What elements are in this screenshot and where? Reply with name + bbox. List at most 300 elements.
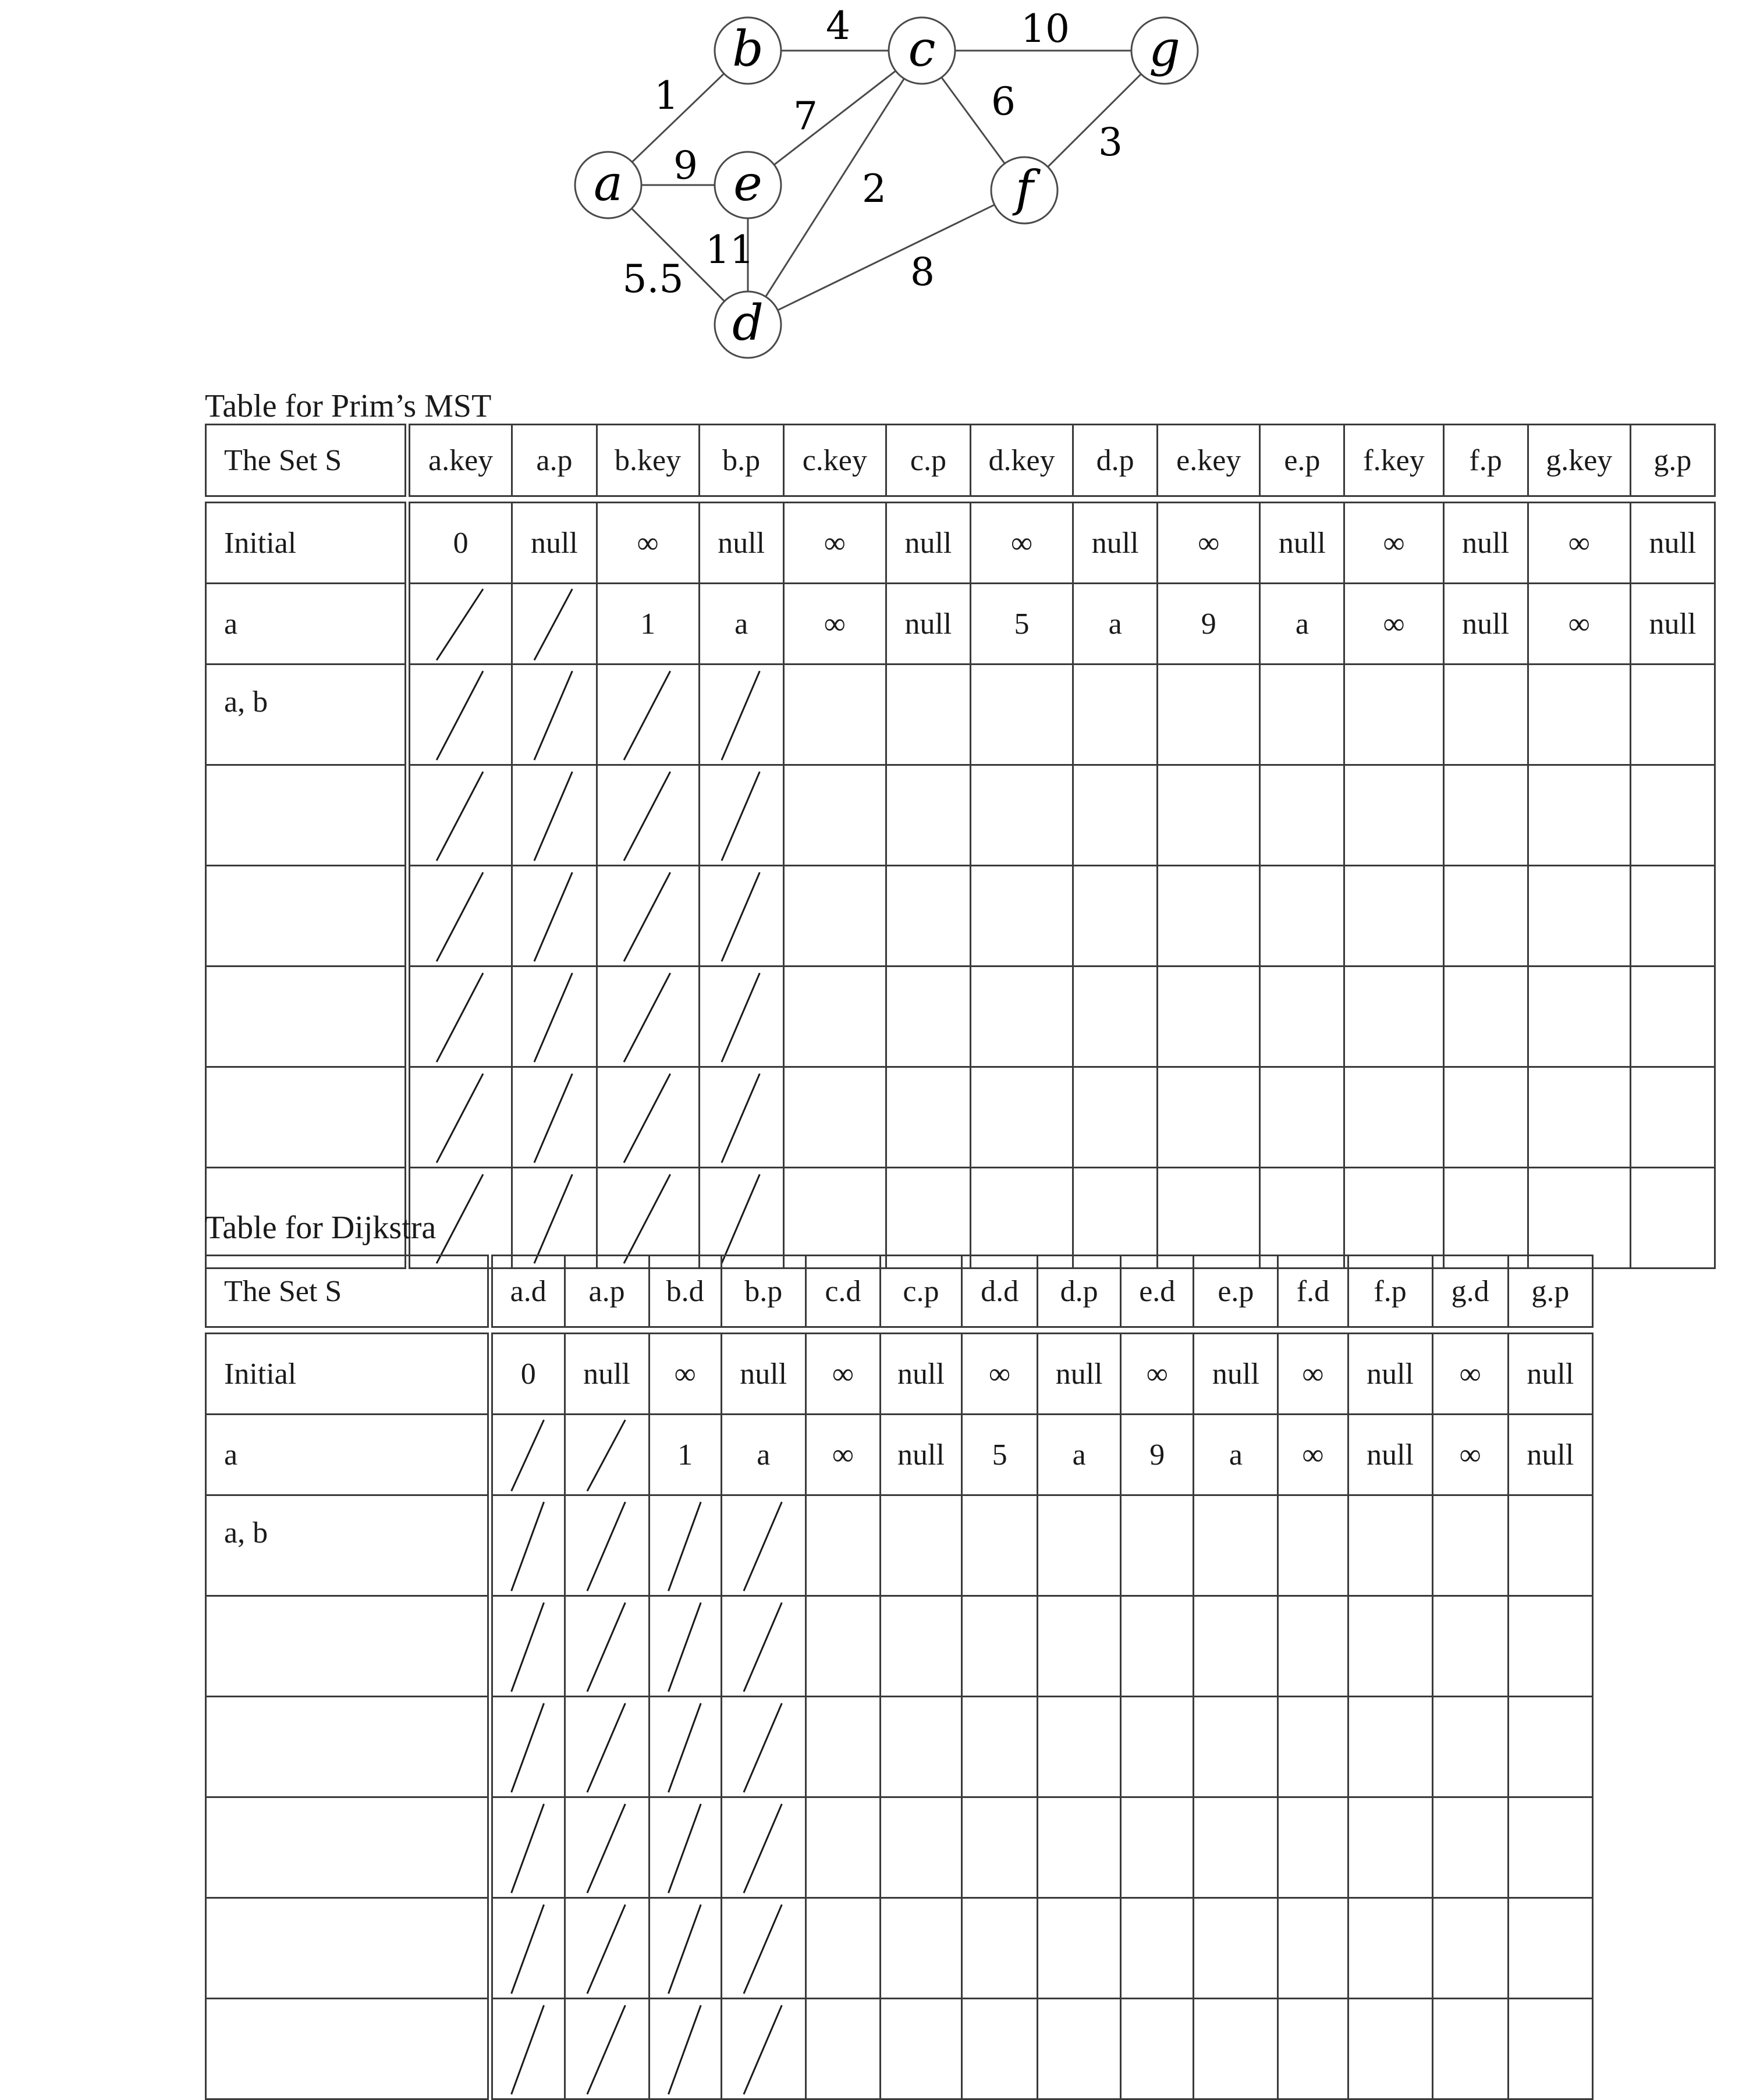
gap-cell [490,1327,565,1334]
table-cell [1528,665,1630,765]
node-label-a: a [593,155,623,212]
table-cell [1344,866,1443,967]
column-header: e.key [1158,425,1260,496]
table-cell [886,1168,970,1268]
table-cell [1158,1067,1260,1168]
table-row [206,1898,1593,1999]
crossed-out-cell [649,1797,721,1898]
column-header: e.p [1260,425,1344,496]
column-header: c.p [880,1256,961,1327]
column-header: g.key [1528,425,1630,496]
crossed-out-cell [699,665,783,765]
table-cell [1630,665,1715,765]
table-cell [1121,1797,1194,1898]
table-cell [1194,1999,1278,2099]
gap-cell [970,496,1073,503]
table-cell [962,1596,1038,1697]
column-header: b.p [721,1256,805,1327]
table-cell [1073,665,1158,765]
table-cell [1348,1898,1432,1999]
set-s-cell [206,866,407,967]
table-row [206,1797,1593,1898]
table-cell [783,967,886,1067]
table-cell [1260,665,1344,765]
gap-cell [721,1327,805,1334]
table-cell [970,967,1073,1067]
table-cell: ∞ [1121,1334,1194,1415]
table-cell [1158,967,1260,1067]
weighted-graph [0,0,1746,372]
table-cell: null [1508,1415,1592,1495]
table-cell: null [1348,1334,1432,1415]
crossed-out-cell [649,1697,721,1797]
table-cell [1528,967,1630,1067]
column-header: The Set S [206,1256,490,1327]
table-cell [880,1495,961,1596]
table-cell [1508,1898,1592,1999]
column-header: a.p [565,1256,649,1327]
edge-weight-a-d: 5.5 [622,257,684,301]
table-cell [1443,1067,1528,1168]
table-cell [1630,765,1715,866]
table-cell [1508,1495,1592,1596]
table-cell: 0 [490,1334,565,1415]
table-cell [1344,967,1443,1067]
gap-cell [1278,1327,1348,1334]
table-cell: null [1630,503,1715,584]
table-cell [1073,1168,1158,1268]
table-cell [1194,1797,1278,1898]
table-row [206,1334,1593,1415]
table-cell [1443,866,1528,967]
table-cell [1121,1596,1194,1697]
table-cell: 1 [597,584,699,665]
gap-cell [1158,496,1260,503]
gap-cell [512,496,597,503]
table-row [206,1697,1593,1797]
table-cell [1073,866,1158,967]
table-cell [886,765,970,866]
table-cell [886,866,970,967]
table-cell [1121,1898,1194,1999]
table-cell: null [1508,1334,1592,1415]
table-cell [1344,1067,1443,1168]
header-row [206,425,1715,496]
gap-cell [1443,496,1528,503]
crossed-out-cell [649,1898,721,1999]
column-header: c.p [886,425,970,496]
crossed-out-cell [721,1999,805,2099]
table-cell [1348,1697,1432,1797]
table-cell [1508,1797,1592,1898]
table-cell [880,1797,961,1898]
crossed-out-cell [565,1415,649,1495]
table-cell [1344,665,1443,765]
gap-cell [1121,1327,1194,1334]
table-row [206,1415,1593,1495]
table-cell [1630,866,1715,967]
table-cell [962,1797,1038,1898]
edge-weight-a-b: 1 [654,73,679,118]
table-cell [1038,1999,1121,2099]
table-cell [886,1067,970,1168]
crossed-out-cell [721,1797,805,1898]
column-header: a.p [512,425,597,496]
table-cell [783,765,886,866]
crossed-out-cell [407,665,512,765]
column-header: f.p [1443,425,1528,496]
table-cell: 9 [1121,1415,1194,1495]
edge-weight-g-f: 3 [1098,120,1123,165]
column-header: d.p [1073,425,1158,496]
set-s-cell [206,765,407,866]
table-cell [783,1067,886,1168]
crossed-out-cell [565,1495,649,1596]
table-cell: ∞ [1278,1334,1348,1415]
table-cell [1348,1999,1432,2099]
column-header: f.p [1348,1256,1432,1327]
table-cell: ∞ [1344,584,1443,665]
table-cell [1278,1898,1348,1999]
table-cell [962,1898,1038,1999]
column-header: a.key [407,425,512,496]
table-cell: null [880,1415,961,1495]
table-cell: ∞ [1158,503,1260,584]
gap-cell [1630,496,1715,503]
crossed-out-cell [699,967,783,1067]
gap-cell [783,496,886,503]
crossed-out-cell [649,1999,721,2099]
column-header: f.d [1278,1256,1348,1327]
crossed-out-cell [512,584,597,665]
crossed-out-cell [565,1898,649,1999]
crossed-out-cell [699,1168,783,1268]
table-row [206,665,1715,765]
table-row [206,765,1715,866]
crossed-out-cell [597,765,699,866]
table-cell [805,1596,880,1697]
table-cell [1432,1797,1508,1898]
table-cell [1158,765,1260,866]
prim-table [205,424,1716,1269]
table-cell [970,866,1073,967]
table-cell [970,1168,1073,1268]
table-cell: a [699,584,783,665]
crossed-out-cell [490,1898,565,1999]
table-cell: null [1194,1334,1278,1415]
table-cell [962,1495,1038,1596]
edge-weight-a-e: 9 [673,143,698,188]
crossed-out-cell [407,967,512,1067]
table-row [206,1999,1593,2099]
table-cell: null [886,503,970,584]
table-cell [970,765,1073,866]
gap-cell [1528,496,1630,503]
table-row [206,866,1715,967]
header-gap [206,496,1715,503]
edge-e-c [774,71,896,165]
gap-cell [1038,1327,1121,1334]
table-cell: a [1194,1415,1278,1495]
crossed-out-cell [490,1495,565,1596]
table-cell [880,1697,961,1797]
set-s-cell: a [206,584,407,665]
crossed-out-cell [407,866,512,967]
table-cell [1508,1999,1592,2099]
table-cell: ∞ [1344,503,1443,584]
table-cell [1348,1495,1432,1596]
set-s-cell [206,1697,490,1797]
crossed-out-cell [565,1596,649,1697]
table-cell: null [721,1334,805,1415]
gap-cell [1073,496,1158,503]
crossed-out-cell [490,1797,565,1898]
table-row [206,967,1715,1067]
table-cell [1278,1999,1348,2099]
gap-cell [649,1327,721,1334]
table-cell [886,665,970,765]
table-cell [1508,1596,1592,1697]
gap-cell [1432,1327,1508,1334]
table-cell [1121,1999,1194,2099]
column-header: g.p [1508,1256,1592,1327]
table-cell [1260,1067,1344,1168]
set-s-cell [206,967,407,1067]
table-cell [1038,1697,1121,1797]
table-cell [1278,1797,1348,1898]
table-cell [783,866,886,967]
table-cell: 1 [649,1415,721,1495]
crossed-out-cell [407,584,512,665]
table-cell [1278,1495,1348,1596]
table-cell: ∞ [1278,1415,1348,1495]
gap-cell [886,496,970,503]
table-cell [1443,665,1528,765]
crossed-out-cell [649,1495,721,1596]
crossed-out-cell [407,1067,512,1168]
crossed-out-cell [721,1495,805,1596]
node-label-f: f [1015,160,1034,217]
crossed-out-cell [565,1797,649,1898]
column-header: c.key [783,425,886,496]
node-label-d: d [732,294,764,351]
edge-d-f [778,205,994,310]
edge-weight-b-c: 4 [826,3,850,48]
table-cell: ∞ [962,1334,1038,1415]
table-row [206,1495,1593,1596]
crossed-out-cell [649,1596,721,1697]
table-cell [1630,967,1715,1067]
table-cell [783,1168,886,1268]
table-cell [1038,1596,1121,1697]
table-cell [962,1999,1038,2099]
gap-cell [962,1327,1038,1334]
gap-cell [880,1327,961,1334]
table-cell [1432,1596,1508,1697]
table-cell: null [1630,584,1715,665]
table-row [206,1067,1715,1168]
crossed-out-cell [512,1168,597,1268]
column-header: g.d [1432,1256,1508,1327]
table-cell [1443,967,1528,1067]
table-cell: a [721,1415,805,1495]
column-header: f.key [1344,425,1443,496]
table-cell [1158,866,1260,967]
table-cell: null [512,503,597,584]
table-cell: null [699,503,783,584]
table-cell [1348,1797,1432,1898]
table-cell: 0 [407,503,512,584]
set-s-cell: Initial [206,1334,490,1415]
table-cell [970,1067,1073,1168]
set-s-cell [206,1898,490,1999]
table-cell [1194,1697,1278,1797]
set-s-cell [206,1067,407,1168]
gap-cell [1344,496,1443,503]
set-s-cell [206,1999,490,2099]
prim-table-title: Table for Prim’s MST [205,388,492,424]
column-header: d.key [970,425,1073,496]
crossed-out-cell [512,967,597,1067]
table-cell [970,665,1073,765]
set-s-cell: a, b [206,1495,490,1596]
table-cell [783,665,886,765]
column-header: d.d [962,1256,1038,1327]
set-s-cell: Initial [206,503,407,584]
table-cell [1158,665,1260,765]
gap-cell [699,496,783,503]
column-header: b.d [649,1256,721,1327]
table-cell [1073,967,1158,1067]
table-cell [1508,1697,1592,1797]
table-cell [880,1596,961,1697]
table-cell: ∞ [783,584,886,665]
table-cell [1158,1168,1260,1268]
table-cell [880,1898,961,1999]
crossed-out-cell [490,1697,565,1797]
table-cell: null [1443,584,1528,665]
table-row [206,584,1715,665]
table-cell [1278,1596,1348,1697]
set-s-cell [206,1596,490,1697]
table-row [206,1596,1593,1697]
table-cell: ∞ [805,1415,880,1495]
table-cell: null [565,1334,649,1415]
table-cell [1121,1697,1194,1797]
table-cell: null [880,1334,961,1415]
column-header: b.key [597,425,699,496]
crossed-out-cell [699,765,783,866]
table-cell [1260,967,1344,1067]
table-cell [1528,866,1630,967]
crossed-out-cell [597,967,699,1067]
table-cell [1630,1168,1715,1268]
table-cell: ∞ [649,1334,721,1415]
set-s-cell: a, b [206,665,407,765]
gap-cell [805,1327,880,1334]
table-cell [1121,1495,1194,1596]
table-cell [1260,765,1344,866]
table-cell [1528,765,1630,866]
table-cell [1344,1168,1443,1268]
table-cell: 5 [970,584,1073,665]
table-cell [1432,1495,1508,1596]
column-header: c.d [805,1256,880,1327]
table-cell: ∞ [970,503,1073,584]
column-header: g.p [1630,425,1715,496]
edge-weight-c-d: 2 [862,166,886,211]
table-cell [1194,1596,1278,1697]
gap-cell [1508,1327,1592,1334]
table-cell [1432,1898,1508,1999]
gap-cell [1348,1327,1432,1334]
table-cell [1038,1898,1121,1999]
table-cell: null [1260,503,1344,584]
table-cell [1038,1495,1121,1596]
table-cell: null [886,584,970,665]
column-header: e.d [1121,1256,1194,1327]
dijkstra-table-title: Table for Dijkstra [205,1210,436,1246]
crossed-out-cell [597,866,699,967]
gap-cell [565,1327,649,1334]
crossed-out-cell [565,1697,649,1797]
table-cell [805,1797,880,1898]
table-cell [805,1898,880,1999]
gap-cell [206,1327,490,1334]
gap-cell [1260,496,1344,503]
crossed-out-cell [699,1067,783,1168]
column-header: b.p [699,425,783,496]
table-cell [1038,1797,1121,1898]
edge-weight-c-f: 6 [991,79,1016,124]
edge-weight-e-d: 11 [705,228,754,272]
table-cell: ∞ [1528,584,1630,665]
table-cell: null [1348,1415,1432,1495]
table-cell [1528,1067,1630,1168]
table-cell [1630,1067,1715,1168]
crossed-out-cell [512,765,597,866]
table-cell [1432,1999,1508,2099]
crossed-out-cell [597,1067,699,1168]
crossed-out-cell [512,665,597,765]
edge-weight-c-g: 10 [1021,6,1070,51]
table-cell [1194,1495,1278,1596]
table-cell [1260,1168,1344,1268]
set-s-cell [206,1797,490,1898]
table-cell: ∞ [1528,503,1630,584]
table-cell [1348,1596,1432,1697]
crossed-out-cell [407,765,512,866]
node-label-g: g [1149,20,1180,77]
column-header: d.p [1038,1256,1121,1327]
table-cell [1073,765,1158,866]
table-row [206,503,1715,584]
table-cell: a [1073,584,1158,665]
table-cell [1528,1168,1630,1268]
table-cell [1344,765,1443,866]
gap-cell [407,496,512,503]
crossed-out-cell [721,1596,805,1697]
gap-cell [1194,1327,1278,1334]
crossed-out-cell [490,1999,565,2099]
table-cell [886,967,970,1067]
table-cell: ∞ [1432,1334,1508,1415]
table-cell: ∞ [783,503,886,584]
table-cell: ∞ [1432,1415,1508,1495]
edge-g-f [1048,74,1141,167]
table-cell: null [1073,503,1158,584]
table-cell [962,1697,1038,1797]
